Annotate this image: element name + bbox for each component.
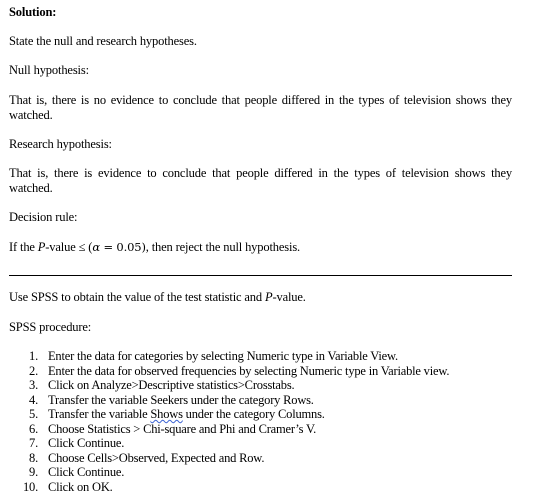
step-number: 1. [29,349,38,363]
decision-suffix: , then reject the null hypothesis. [145,240,301,254]
step-text: Click on Analyze>Descriptive statistics>Crosstabs. [48,378,295,392]
alpha-expression [92,240,145,254]
state-hypotheses-text: State the null and research hypotheses. [9,34,197,48]
decision-rule-label: Decision rule: [9,210,78,224]
decision-prefix: If the [9,240,38,254]
alpha-symbol: α [92,240,100,254]
p-symbol: P [37,240,46,254]
step-text: Choose Statistics > Chi-square and Phi and Cramer’s V. [48,421,317,436]
step-number: 10. [22,479,38,494]
spss-intro-suffix: -value. [272,290,306,304]
null-hypothesis-label: Null hypothesis: [9,63,89,77]
spellcheck-word: Shows [150,407,183,421]
step-number: 4. [29,392,38,407]
step-number: 5. [29,407,38,421]
research-hypothesis-text: That is, there is evidence to conclude that people differed in the types of television shows they watched. [9,166,512,195]
step-text: Enter the data for categories by selecting Numeric type in Variable View. [48,349,398,363]
spss-procedure-label: SPSS procedure: [9,320,92,334]
section-divider [9,275,512,276]
spss-intro-text [9,290,512,305]
step-text-post: under the category Columns. [182,407,325,421]
step-text: Click on OK. [48,479,113,494]
step-text-pre: Transfer the variable [48,407,151,421]
step-number: 3. [29,378,38,392]
step-text: Click Continue. [48,465,125,479]
p-symbol: P [264,290,273,304]
step-text: Click Continue. [48,436,125,450]
decision-rule-text [9,240,512,255]
step-number: 2. [29,363,38,378]
step-number: 6. [29,421,38,436]
step-text [48,407,325,422]
null-hypothesis-text: That is, there is no evidence to conclude that people differed in the types of television shows they watched. [9,93,512,122]
solution-heading: Solution: [9,5,57,19]
step-text: Transfer the variable Seekers under the category Rows. [48,392,314,407]
step-number: 9. [29,465,38,479]
step-text: Enter the data for observed frequencies by selecting Numeric type in Variable view. [48,363,450,378]
research-hypothesis-label: Research hypothesis: [9,137,112,151]
step-text: Choose Cells>Observed, Expected and Row. [48,450,265,465]
step-number: 7. [29,436,38,450]
decision-pvalue-suffix: -value ≤ ( [45,240,93,254]
spss-intro-prefix: Use SPSS to obtain the value of the test statistic and [9,290,265,304]
step-number: 8. [29,450,38,465]
alpha-value: = 0.05) [99,240,146,254]
